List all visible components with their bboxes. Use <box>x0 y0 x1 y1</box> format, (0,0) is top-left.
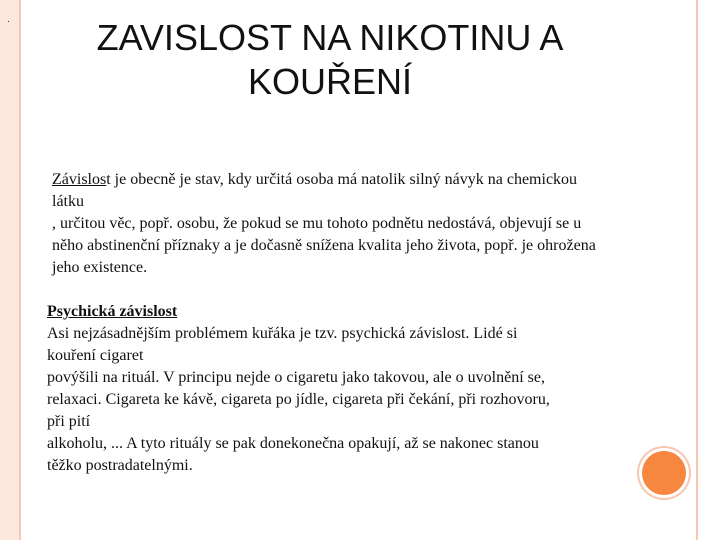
psychological-line-4: relaxaci. Cigareta ke kávě, cigareta po jídle, cigareta při čekání, při rozhovoru, <box>47 391 550 408</box>
definition-line-4: něho abstinenční příznaky a je dočasně snížena kvalita jeho života, popř. je ohrožena <box>52 237 596 254</box>
title-line-2: KOUŘENÍ <box>247 61 413 102</box>
definition-line-1: t je obecně je stav, kdy určitá osoba má natolik silný návyk na chemickou <box>106 171 578 188</box>
title-line-1: ZAVISLOST NA NIKOTINU A <box>96 17 564 58</box>
psychological-line-7: těžko postradatelnými. <box>47 457 193 474</box>
psychological-heading: Psychická závislost <box>47 303 178 320</box>
definition-term: Závislos <box>52 171 107 188</box>
psychological-line-6: alkoholu, ... A tyto rituály se pak donekonečna opakují, až se nakonec stanou <box>47 435 539 452</box>
psychological-line-5: při pití <box>47 413 91 430</box>
definition-line-5: jeho existence. <box>52 259 148 276</box>
psychological-line-2: kouření cigaret <box>47 347 144 364</box>
slide-title <box>40 16 620 104</box>
psychological-paragraph <box>47 301 672 477</box>
psychological-line-3: povýšili na rituál. V principu nejde o cigaretu jako takovou, ale o uvolnění se, <box>47 369 545 386</box>
definition-paragraph <box>52 169 677 279</box>
left-margin-band <box>0 0 19 540</box>
definition-line-2: látku <box>52 193 84 210</box>
psychological-line-1: Asi nejzásadnějším problémem kuřáka je tzv. psychická závislost. Lidé si <box>47 325 518 342</box>
corner-mark: . <box>7 14 10 25</box>
definition-line-3: , určitou věc, popř. osobu, že pokud se mu tohoto podnětu nedostává, objevují se u <box>52 215 582 232</box>
decorative-circle <box>642 451 686 495</box>
